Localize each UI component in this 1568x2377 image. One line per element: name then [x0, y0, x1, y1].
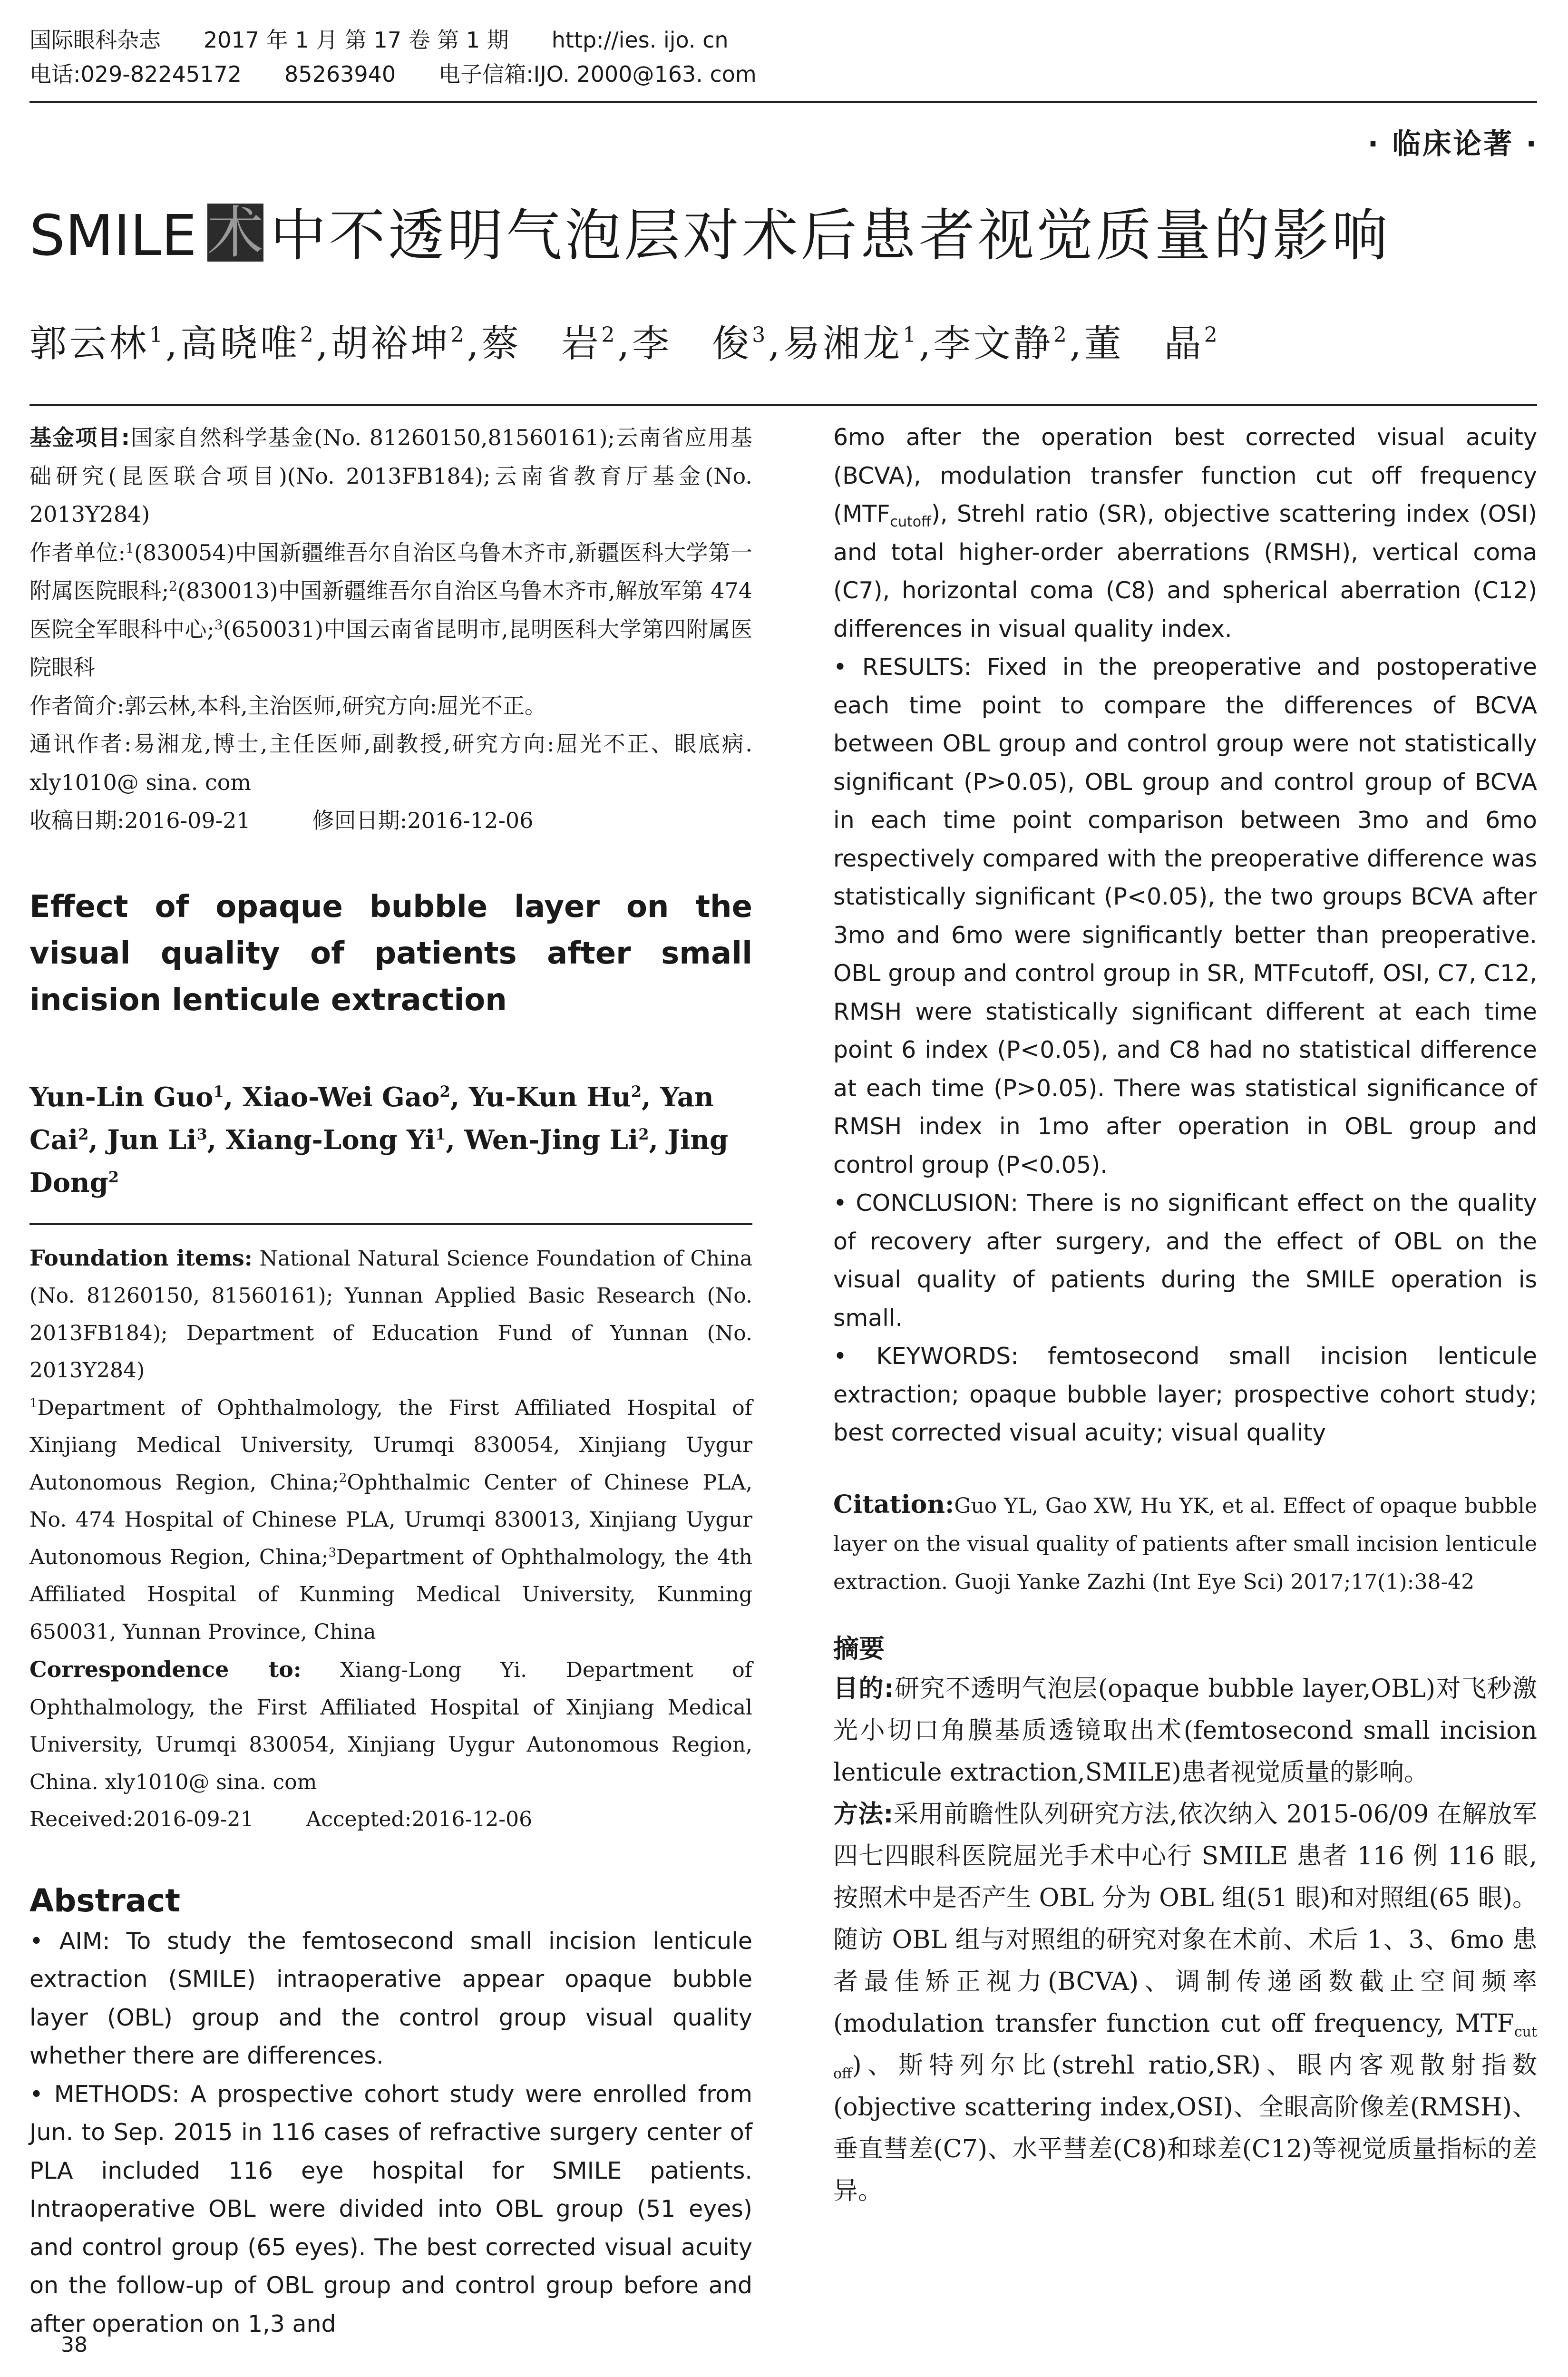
author-sup: 1	[903, 323, 919, 347]
author-cn: 蔡 岩	[481, 322, 602, 365]
cn-meta-block	[29, 419, 752, 840]
affiliation-en: $^1$Department of Ophthalmology, the First Affiliated Hospital of Xinjiang Medical University, Urumqi 830054, Xinjiang Uygur Autonomous Region, China;$^2$Ophthalmic Center of Chinese PLA, No. 474 Hospital of Chinese PLA, Urumqi 830013, Xinjiang Uygur Autonomous Region, China;$^3$Department of Ophthalmology, the 4th Affiliated Hospital of Kunming Medical University, Kunming 650031, Yunnan Province, China	[29, 1395, 752, 1644]
citation: Citation:Guo YL, Gao XW, Hu YK, et al. Effect of opaque bubble layer on the visual quality of patients after small incision lenticule extraction. Guoji Yanke Zazhi (Int Eye Sci) 2017;17(1):38-42	[833, 1490, 1537, 1594]
author-bio: 作者简介:郭云林,本科,主治医师,研究方向:屈光不正。	[29, 692, 546, 719]
abstract-heading: Abstract	[29, 1882, 180, 1919]
english-title: Effect of opaque bubble layer on the visual quality of patients after small incision lenticule extraction	[29, 889, 752, 1018]
page-number: 38	[61, 2333, 88, 2357]
title-boxed-char: 术	[207, 200, 266, 265]
header-line-1	[29, 23, 1537, 57]
abstract-aim: • AIM: To study the femtosecond small incision lenticule extraction (SMILE) intraoperative appear opaque bubble layer (OBL) group and the control group visual quality whether there are differences.	[29, 1927, 752, 2069]
author-cn: 董 晶	[1084, 322, 1204, 365]
title-latin: SMILE	[29, 203, 197, 268]
cn-abstract-purpose: 目的:研究不透明气泡层(opaque bubble layer,OBL)对飞秒激光小切口角膜基质透镜取出术(femtosecond small incision lenticule extraction,SMILE)患者视觉质量的影响。	[833, 1674, 1537, 1787]
journal-issue: 2017 年 1 月 第 17 卷 第 1 期	[204, 27, 509, 53]
abstract-conclusion: • CONCLUSION: There is no significant effect on the quality of recovery after surgery, and the effect of OBL on the visual quality of patients during the SMILE operation is small.	[833, 1189, 1537, 1332]
journal-name: 国际眼科杂志	[29, 27, 161, 53]
journal-phone2: 85263940	[284, 61, 396, 87]
journal-url[interactable]: http://ies. ijo. cn	[551, 27, 729, 53]
en-meta-block	[29, 1239, 752, 1839]
abstract-keywords: • KEYWORDS: femtosecond small incision lenticule extraction; opaque bubble layer; prospective cohort study; best corrected visual acuity; visual quality	[833, 1343, 1537, 1446]
abstract-methods: • METHODS: A prospective cohort study were enrolled from Jun. to Sep. 2015 in 116 cases of refractive surgery center of PLA included 116 eye hospital for SMILE patients. Intraoperative OBL were divided into OBL group (51 eyes) and control group (65 eyes). The best corrected visual acuity on the follow-up of OBL group and control group before and after operation on 1,3 and	[29, 2080, 752, 2338]
author-sup: 1	[149, 323, 166, 347]
divider	[29, 1223, 752, 1225]
author-sup: 2	[450, 323, 467, 347]
author-cn: 高晓唯	[180, 322, 300, 365]
dates-cn: 收稿日期:2016-09-21 修回日期:2016-12-06	[29, 808, 534, 833]
cn-abstract-method: 方法:采用前瞻性队列研究方法,依次纳入 2015-06/09 在解放军四七四眼科医院屈光手术中心行 SMILE 患者 116 例 116 眼,按照术中是否产生 OBL 分为 OBL 组(51 眼)和对照组(65 眼)。随访 OBL 组与对照组的研究对象在术前、术后 1、3、6mo 患者最佳矫正视力(BCVA)、调制传递函数截止空间频率(modulation transfer function cut off frequency, $MTF_{cut off}$)、斯特列尔比(strehl ratio,SR)、眼内客观散射指数(objective scattering index,OSI)、全眼高阶像差(RMSH)、垂直彗差(C7)、水平彗差(C8)和球差(C12)等视觉质量指标的差异。	[833, 1800, 1538, 2205]
author-sup: 2	[1204, 323, 1220, 347]
article-title	[29, 200, 1391, 271]
dates-en: Received:2016-09-21 Accepted:2016-12-06	[29, 1807, 533, 1831]
author-sup: 2	[601, 323, 618, 347]
author-sup: 3	[752, 323, 769, 347]
foundation-en: Foundation items: National Natural Science Foundation of China (No. 81260150, 81560161); Yunnan Applied Basic Research (No. 2013FB184); Department of Education Fund of Yunnan (No. 2013Y284)	[29, 1245, 752, 1383]
journal-phone: 电话:029-82245172	[29, 61, 242, 87]
author-cn: 李 俊	[632, 322, 752, 365]
author-cn: 胡裕坤	[331, 322, 451, 365]
author-cn: 易湘龙	[783, 322, 903, 365]
author-cn: 李文静	[933, 322, 1053, 365]
header-rule	[29, 101, 1537, 103]
author-sup: 2	[300, 323, 316, 347]
author-sup: 2	[1053, 323, 1070, 347]
left-column	[29, 419, 752, 2343]
authors-en: Yun-Lin Guo$^1$, Xiao-Wei Gao$^2$, Yu-Kun Hu$^2$, Yan Cai$^2$, Jun Li$^3$, Xiang-Long Yi$^1$, Wen-Jing Li$^2$, Jing Dong$^2$	[29, 1081, 729, 1198]
section-tag: · 临床论著 ·	[1367, 127, 1539, 161]
correspondence-cn: 通讯作者:易湘龙,博士,主任医师,副教授,研究方向:屈光不正、眼底病. xly1010@ sina. com	[29, 731, 752, 795]
title-rest: 中不透明气泡层对术后患者视觉质量的影响	[270, 203, 1391, 268]
abstract-results: • RESULTS: Fixed in the preoperative and postoperative each time point to compare the differences of BCVA between OBL group and control group were not statistically significant (P>0.05), OBL group and control group of BCVA in each time point comparison between 3mo and 6mo respectively compared with the preoperative difference was statistically significant (P<0.05), the two groups BCVA after 3mo and 6mo were significantly better than preoperative. OBL group and control group in SR, MTFcutoff, OSI, C7, C12, RMSH were statistically significant different at each time point 6 index (P<0.05), and C8 had no statistical difference at each time (P>0.05). There was statistical significance of RMSH index in 1mo after operation in OBL group and control group (P<0.05).	[833, 653, 1537, 1179]
right-column	[833, 419, 1537, 2212]
journal-header	[29, 23, 1537, 91]
abstract-methods-cont: 6mo after the operation best corrected visual acuity (BCVA), modulation transfer function cut off frequency $(MTF_{cutoff})$, Strehl ratio (SR), objective scattering index (OSI) and total higher-order aberrations (RMSH), vertical coma (C7), horizontal coma (C8) and spherical aberration (C12) differences in visual quality index.	[833, 424, 1537, 643]
foundation-cn: 基金项目:国家自然科学基金(No. 81260150,81560161);云南省应用基础研究(昆医联合项目)(No. 2013FB184);云南省教育厅基金(No. 2013Y284)	[29, 425, 752, 527]
journal-email[interactable]: 电子信箱:IJO. 2000@163. com	[438, 61, 757, 87]
author-cn: 郭云林	[29, 322, 150, 365]
top-rule	[29, 404, 1537, 406]
header-line-2	[29, 57, 1537, 91]
correspondence-en: Correspondence to: Xiang-Long Yi. Department of Ophthalmology, the First Affiliated Hospital of Xinjiang Medical University, Urumqi 830054, Xinjiang Uygur Autonomous Region, China. xly1010@ sina. com	[29, 1656, 752, 1794]
authors-cn: 郭云林$^1$,高晓唯$^2$,胡裕坤$^2$,蔡 岩$^2$,李 俊$^3$,易湘龙$^1$,李文静$^2$,董 晶$^2$	[29, 322, 1220, 365]
cn-abstract-heading: 摘要	[833, 1633, 885, 1664]
affiliation-cn: 作者单位:$^1$(830054)中国新疆维吾尔自治区乌鲁木齐市,新疆医科大学第一附属医院眼科;$^2$(830013)中国新疆维吾尔自治区乌鲁木齐市,解放军第 474 医院全军眼科中心;$^3$(650031)中国云南省昆明市,昆明医科大学第四附属医院眼科	[29, 539, 753, 680]
